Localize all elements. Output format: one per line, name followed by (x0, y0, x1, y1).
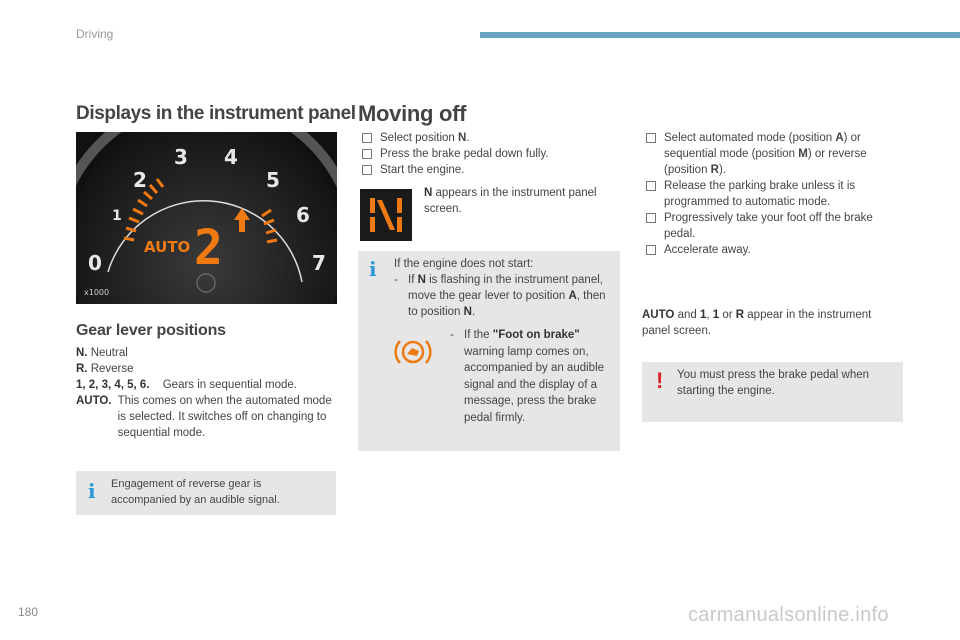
reverse-info-note (76, 471, 336, 515)
step-item: Select position N. (358, 130, 618, 146)
tick-label: 7 (312, 251, 326, 275)
tick-label: 4 (224, 145, 238, 169)
position-auto: AUTO. This comes on when the automated mode is selected. It switches off on changing to sequential mode. (76, 395, 332, 439)
moving-off-steps (358, 130, 618, 178)
tick-label: 2 (133, 168, 147, 192)
tick-label: 6 (296, 203, 310, 227)
gear-positions-list (76, 345, 336, 441)
gear-indicator: 2 (194, 220, 223, 276)
info-icon: i (369, 257, 377, 281)
engine-start-intro: If the engine does not start: (394, 258, 534, 270)
step-item: Release the parking brake unless it is programmed to automatic mode. (642, 178, 904, 210)
n-note: N appears in the instrument panel screen. (424, 187, 597, 215)
checkbox-icon (646, 213, 656, 223)
brake-warning-box (642, 362, 903, 422)
step-item: Accelerate away. (642, 242, 904, 258)
step-item: Start the engine. (358, 162, 618, 178)
gear-positions-title: Gear lever positions (76, 322, 226, 339)
position-n: N. Neutral (76, 347, 128, 359)
checkbox-icon (646, 245, 656, 255)
foot-on-brake-item: - If the "Foot on brake" warning lamp comes on, accompanied by an audible signal and the display of a message, press the brake pedal firmly. (450, 329, 605, 424)
foot-on-brake-icon (392, 332, 434, 372)
drive-away-steps (642, 130, 904, 258)
checkbox-icon (362, 165, 372, 175)
checkbox-icon (646, 181, 656, 191)
info-icon: i (88, 479, 96, 503)
rpm-multiplier: x1000 (84, 288, 110, 297)
auto-indicator: AUTO (144, 238, 191, 256)
checkbox-icon (362, 149, 372, 159)
instrument-cluster-dial (76, 132, 337, 304)
tick-label: 0 (88, 251, 102, 275)
page-number: 180 (18, 605, 39, 619)
section-label: Driving (76, 27, 114, 41)
instrument-cluster-image (76, 132, 337, 304)
step-item: Press the brake pedal down fully. (358, 146, 618, 162)
tick-label: 1 (112, 208, 122, 224)
checkbox-icon (646, 133, 656, 143)
step-item: Select automated mode (position A) or sequential mode (position M) or reverse (position R). (642, 130, 904, 178)
watermark: carmanualsonline.info (688, 604, 889, 626)
tick-label: 5 (266, 168, 280, 192)
warning-icon: ! (656, 368, 664, 393)
step-item: Progressively take your foot off the brake pedal. (642, 210, 904, 242)
auto-display-note: AUTO and 1, 1 or R appear in the instrument panel screen. (642, 309, 872, 337)
moving-off-title: Moving off (358, 101, 467, 126)
position-r: R. Reverse (76, 363, 134, 375)
foot-on-brake-lamp (392, 332, 434, 372)
tick-label: 3 (174, 145, 188, 169)
checkbox-icon (362, 133, 372, 143)
brake-warning-text: You must press the brake pedal when starting the engine. (677, 369, 870, 397)
reverse-info-text: Engagement of reverse gear is accompanied by an audible signal. (111, 478, 280, 506)
n-display-badge (360, 189, 412, 241)
n-segment-icon (368, 195, 404, 235)
flashing-n-item: - If N is flashing in the instrument panel, move the gear lever to position A, then to position N. (394, 274, 606, 318)
header-bar (480, 32, 960, 38)
engine-start-info-box (358, 251, 620, 451)
position-gears: 1, 2, 3, 4, 5, 6. Gears in sequential mode. (76, 379, 297, 391)
displays-title: Displays in the instrument panel (76, 103, 356, 124)
